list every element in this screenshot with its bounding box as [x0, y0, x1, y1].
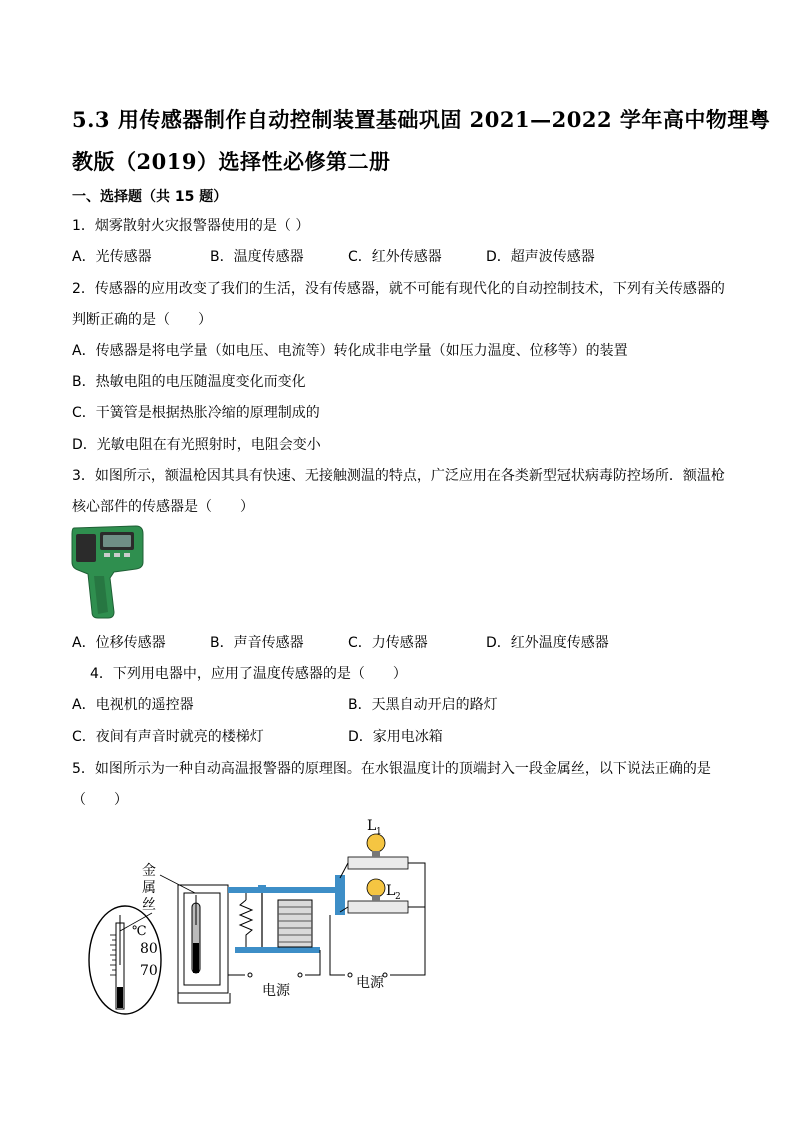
- thermometer-scale: [110, 935, 116, 975]
- terminal: [298, 973, 302, 977]
- spring: [240, 900, 252, 947]
- q3-option-d[interactable]: D．红外温度传感器: [486, 635, 609, 651]
- lamp1-plate: [348, 857, 408, 869]
- q2-option-b[interactable]: B．热敏电阻的电压随温度变化而变化: [72, 374, 306, 390]
- lamp2-label: L: [386, 883, 396, 899]
- gun-sensor-head: [76, 534, 96, 562]
- lamp2-base: [372, 895, 380, 901]
- unit-label: ℃: [132, 924, 147, 939]
- page-title: 5.3 用传感器制作自动控制装置基础巩固 2021—2022 学年高中物理粤: [72, 107, 771, 132]
- q3-option-b[interactable]: B．声音传感器: [210, 635, 304, 651]
- question-2-stem: 2．传感器的应用改变了我们的生活，没有传感器，就不可能有现代化的自动控制技术，下列有关传感器的: [72, 281, 725, 297]
- terminal: [248, 973, 252, 977]
- power-label-1: 电源: [262, 983, 290, 999]
- magnifier-oval: [89, 906, 161, 1014]
- q1-option-d[interactable]: D．超声波传感器: [486, 249, 595, 265]
- gun-button: [124, 553, 130, 557]
- q3-option-c[interactable]: C．力传感器: [348, 635, 428, 651]
- question-2-stem-line2: 判断正确的是（ ）: [72, 312, 212, 328]
- q2-option-a[interactable]: A．传感器是将电学量（如电压、电流等）转化成非电学量（如压力温度、位移等）的装置: [72, 343, 628, 359]
- q1-option-b[interactable]: B．温度传感器: [210, 249, 304, 265]
- question-5-stem-line2: （ ）: [72, 792, 128, 808]
- terminal: [348, 973, 352, 977]
- q2-option-d[interactable]: D．光敏电阻在有光照射时，电阻会变小: [72, 437, 321, 453]
- page-title-line2: 教版（2019）选择性必修第二册: [72, 149, 391, 174]
- relay-base: [235, 947, 320, 953]
- metal-wire-label-2: 属: [142, 880, 156, 896]
- gun-button: [104, 553, 110, 557]
- mercury-column-small: [193, 943, 199, 973]
- alarm-circuit-diagram: [80, 815, 440, 1015]
- lamp2-label-sub: 2: [395, 892, 401, 902]
- q4-option-d[interactable]: D．家用电冰箱: [348, 729, 443, 745]
- switch-contact: [335, 875, 345, 915]
- q1-option-a[interactable]: A．光传感器: [72, 249, 152, 265]
- q4-option-a[interactable]: A．电视机的遥控器: [72, 697, 194, 713]
- q4-option-c[interactable]: C．夜间有声音时就亮的楼梯灯: [72, 729, 264, 745]
- question-3-stem-line2: 核心部件的传感器是（ ）: [72, 499, 254, 515]
- lamp1-label: L: [367, 818, 377, 834]
- mercury-column: [117, 987, 123, 1008]
- lamp2-bulb: [367, 879, 385, 897]
- lamp2-plate: [348, 901, 408, 913]
- lamp1-label-sub: 1: [376, 827, 382, 837]
- question-3-stem: 3．如图所示，额温枪因其具有快速、无接触测温的特点，广泛应用在各类新型冠状病毒防控场所．额温枪: [72, 468, 725, 484]
- armature-bar: [228, 887, 340, 893]
- gun-button: [114, 553, 120, 557]
- q2-option-c[interactable]: C．干簧管是根据热胀冷缩的原理制成的: [72, 405, 320, 421]
- scale-80-label: 80: [140, 941, 158, 957]
- power-label-2: 电源: [356, 975, 384, 991]
- question-4-stem: 4．下列用电器中，应用了温度传感器的是（ ）: [90, 666, 407, 682]
- infrared-thermometer-image: [70, 522, 146, 622]
- metal-wire-label-3: 丝: [142, 897, 156, 913]
- question-5-stem: 5．如图所示为一种自动高温报警器的原理图。在水银温度计的顶端封入一段金属丝，以下说法正确的是: [72, 761, 711, 777]
- question-1-stem: 1．烟雾散射火灾报警器使用的是（ ）: [72, 218, 310, 234]
- thermometer-frame-inner: [184, 893, 220, 985]
- scale-70-label: 70: [140, 963, 158, 979]
- metal-wire-label-1: 金: [142, 863, 156, 879]
- q4-option-b[interactable]: B．天黑自动开启的路灯: [348, 697, 498, 713]
- gun-screen: [103, 535, 131, 547]
- q1-option-c[interactable]: C．红外传感器: [348, 249, 442, 265]
- q3-option-a[interactable]: A．位移传感器: [72, 635, 166, 651]
- lamp1-base: [372, 851, 380, 857]
- section-heading: 一、选择题（共 15 题）: [72, 189, 228, 205]
